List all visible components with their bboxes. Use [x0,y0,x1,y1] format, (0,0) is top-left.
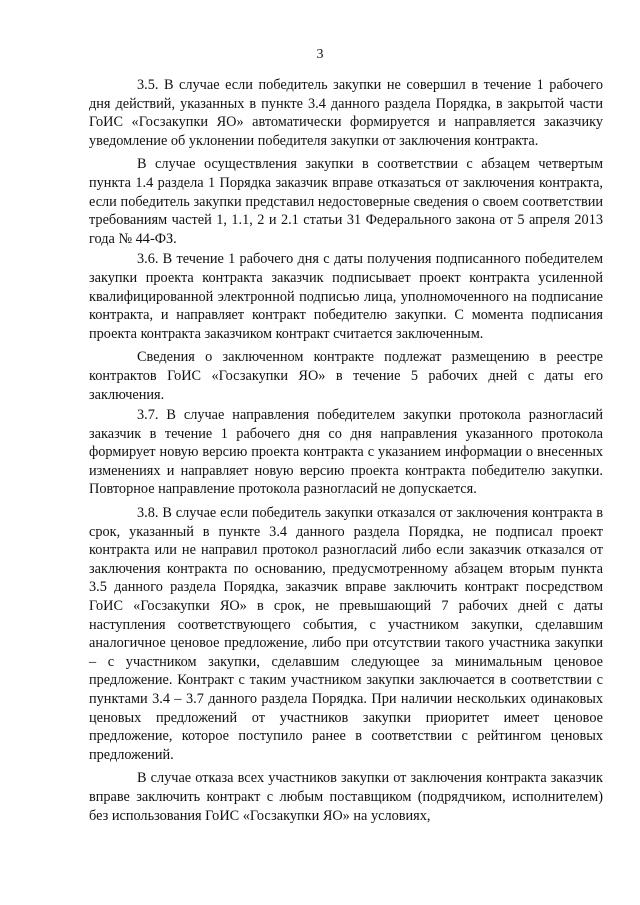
paragraph-refusal-unreliable-info: В случае осуществления закупки в соответствии с абзацем четвертым пункта 1.4 раздела 1 Порядка заказчик вправе отказаться от заключения контракта, если победитель закупки представил недостоверные сведения о своем соответствии требованиям частей 1, 1.1, 2 и 2.1 статьи 31 Федерального закона от 5 апреля 2013 года № 44-ФЗ. [89,156,603,247]
paragraph-3-8: 3.8. В случае если победитель закупки отказался от заключения контракта в срок, указанный в пункте 3.4 данного раздела Порядка, не подписал проект контракта или не направил протокол разногласий либо если заказчик отказался от заключения контракта по основанию, предусмотренному абзацем вторым пункта 3.5 данного раздела Порядка, заказчик вправе заключить контракт посредством ГоИС «Госзакупки ЯО» в срок, не превышающий 7 рабочих дней с даты наступления соответствующего события, с участником закупки, сделавшим аналогичное ценовое предложение, либо при отсутствии такого участника закупки – с участником закупки, сделавшим следующее за минимальным ценовое предложение. Контракт с таким участником закупки заключается в соответствии с пунктами 3.4 – 3.7 данного раздела Порядка. При наличии нескольких одинаковых ценовых предложений от участников закупки приоритет имеет ценовое предложение, которое поступило ранее в соответствии с рейтингом ценовых предложений. [89,505,603,763]
paragraph-3-5: 3.5. В случае если победитель закупки не совершил в течение 1 рабочего дня действий, указанных в пункте 3.4 данного раздела Порядка, в закрытой части ГоИС «Госзакупки ЯО» автоматически формируется и направляется заказчику уведомление об уклонении победителя закупки от заключения контракта. [89,77,603,149]
paragraph-all-participants-refusal: В случае отказа всех участников закупки от заключения контракта заказчик вправе заключить контракт с любым поставщиком (подрядчиком, исполнителем) без использования ГоИС «Госзакупки ЯО» на условиях, [89,770,603,824]
paragraph-3-6: 3.6. В течение 1 рабочего дня с даты получения подписанного победителем закупки проекта контракта заказчик подписывает проект контракта усиленной квалифицированной электронной подписью лица, уполномоченного на подписание контракта, и направляет контракт победителю закупки. С момента подписания проекта контракта заказчиком контракт считается заключенным. [89,251,603,342]
page-number: 3 [316,47,324,62]
paragraph-3-7: 3.7. В случае направления победителем закупки протокола разногласий заказчик в течение 1 рабочего дня со дня направления указанного протокола формирует новую версию проекта контракта с указанием информации о внесенных изменениях и направляет новую версию проекта контракта победителю закупки. Повторное направление протокола разногласий не допускается. [89,407,603,498]
paragraph-contract-registry: Сведения о заключенном контракте подлежат размещению в реестре контрактов ГоИС «Госзакупки ЯО» в течение 5 рабочих дней с даты его заключения. [89,349,603,403]
document-body [89,76,603,825]
